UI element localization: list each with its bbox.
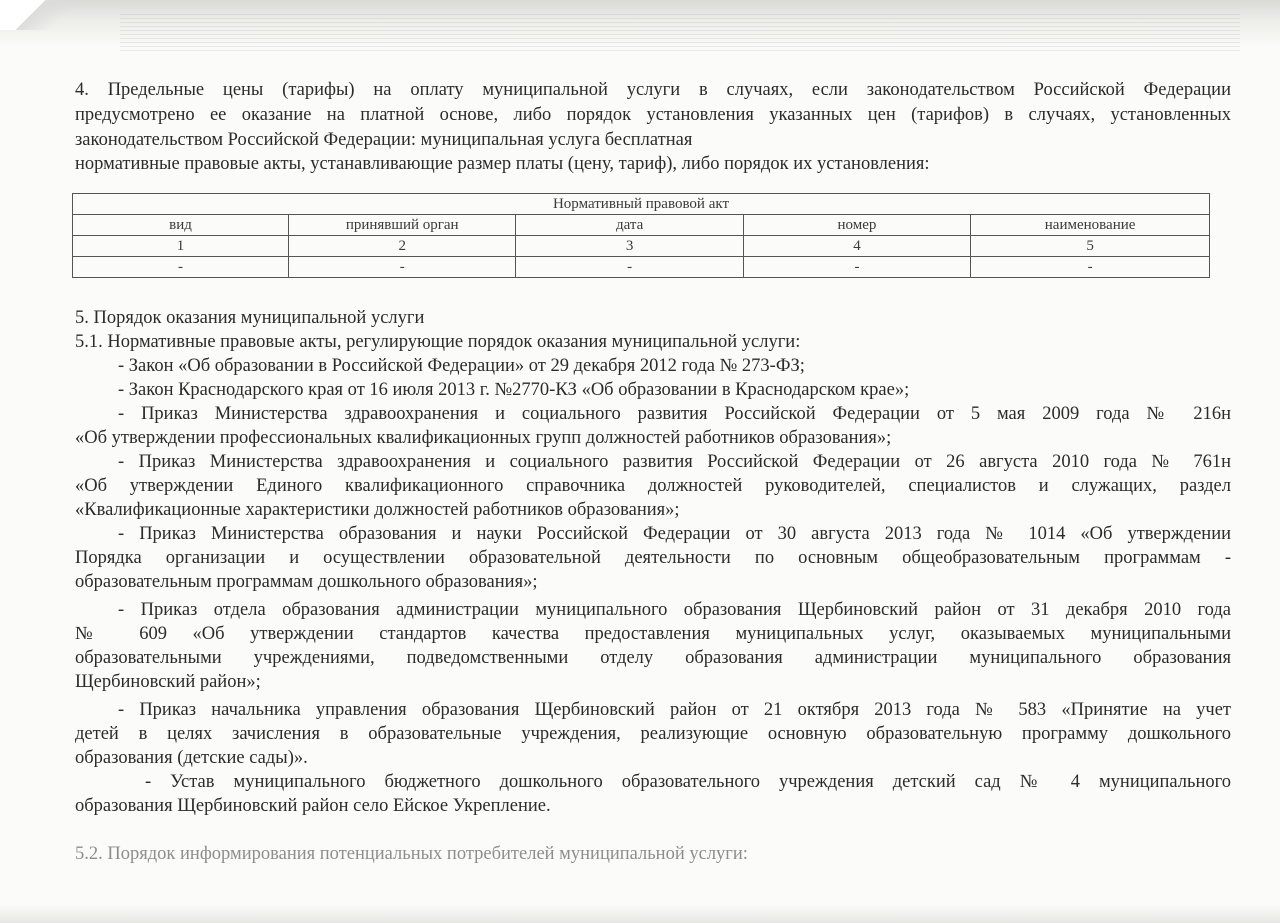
table-title-row <box>73 194 1210 215</box>
table-row <box>73 257 1210 278</box>
law-item-3: - Приказ Министерства здравоохранения и социального развития Российской Федерации от 5 мая 2009 года № 216н <box>118 404 1231 424</box>
law-item-5-cont: образовательным программам дошкольного образования»; <box>75 572 538 592</box>
section4-line2: предусмотрено ее оказание на платной основе, либо порядок установления указанных цен (тарифов) в случаях, установленных <box>75 105 1231 125</box>
law-item-4-cont: «Квалификационные характеристики должностей работников образования»; <box>75 500 680 520</box>
table-cell: - <box>743 257 970 278</box>
law-item-6-cont: образовательными учреждениями, подведомственными отделу образования администрации муниципального образования <box>75 648 1231 668</box>
table-cell: 4 <box>743 236 970 257</box>
law-item-8: - Устав муниципального бюджетного дошкольного образовательного учреждения детский сад № 4 муниципального <box>145 772 1231 792</box>
law-item-4-cont: «Об утверждении Единого квалификационного справочника должностей руководителей, специалистов и служащих, раздел <box>75 476 1231 496</box>
table-cell: 2 <box>289 236 516 257</box>
section4-line3: законодательством Российской Федерации: муниципальная услуга бесплатная <box>75 130 693 150</box>
law-item-6-cont: Щербиновский район»; <box>75 672 261 692</box>
law-item-1: - Закон «Об образовании в Российской Федерации» от 29 декабря 2012 года № 273-ФЗ; <box>118 356 805 376</box>
table-cell: - <box>73 257 289 278</box>
section4-line4: нормативные правовые акты, устанавливающие размер платы (цену, тариф), либо порядок их установления: <box>75 154 930 174</box>
normative-act-table <box>72 193 1210 278</box>
table-cell: - <box>516 257 743 278</box>
law-item-6-cont: № 609 «Об утверждении стандартов качества предоставления муниципальных услуг, оказываемых муниципальными <box>75 624 1231 644</box>
law-item-7: - Приказ начальника управления образования Щербиновский район от 21 октября 2013 года № 583 «Принятие на учет <box>118 700 1231 720</box>
table-header-cell: вид <box>73 215 289 236</box>
law-item-5: - Приказ Министерства образования и науки Российской Федерации от 30 августа 2013 года № 1014 «Об утверждении <box>118 524 1231 544</box>
section5-1-heading: 5.1. Нормативные правовые акты, регулирующие порядок оказания муниципальной услуги: <box>75 332 801 352</box>
law-item-4: - Приказ Министерства здравоохранения и социального развития Российской Федерации от 26 августа 2010 года № 761н <box>118 452 1231 472</box>
law-item-7-cont: детей в целях зачисления в образовательные учреждения, реализующие основную образовательную программу дошкольного <box>75 724 1231 744</box>
table-cell: 3 <box>516 236 743 257</box>
table-title: Нормативный правовой акт <box>73 194 1210 215</box>
table-header-cell: номер <box>743 215 970 236</box>
table-header-row <box>73 215 1210 236</box>
table-header-cell: дата <box>516 215 743 236</box>
law-item-2: - Закон Краснодарского края от 16 июля 2013 г. №2770-КЗ «Об образовании в Краснодарском крае»; <box>118 380 910 400</box>
law-item-6: - Приказ отдела образования администрации муниципального образования Щербиновский район от 31 декабря 2010 года <box>118 600 1231 620</box>
table-header-cell: наименование <box>971 215 1210 236</box>
law-item-8-cont: образования Щербиновский район село Ейское Укрепление. <box>75 796 551 816</box>
section5-heading: 5. Порядок оказания муниципальной услуги <box>75 308 425 328</box>
table-cell: 1 <box>73 236 289 257</box>
law-item-5-cont: Порядка организации и осуществлении образовательной деятельности по основным общеобразовательным программам - <box>75 548 1231 568</box>
table-cell: 5 <box>971 236 1210 257</box>
table-cell: - <box>289 257 516 278</box>
section4-line1: 4. Предельные цены (тарифы) на оплату муниципальной услуги в случаях, если законодательством Российской Федерации <box>75 80 1231 100</box>
table-header-cell: принявший орган <box>289 215 516 236</box>
law-item-7-cont: образования (детские сады)». <box>75 748 308 768</box>
section5-2-heading: 5.2. Порядок информирования потенциальных потребителей муниципальной услуги: <box>75 844 748 864</box>
table-number-row <box>73 236 1210 257</box>
table-cell: - <box>971 257 1210 278</box>
law-item-3-cont: «Об утверждении профессиональных квалификационных групп должностей работников образования»; <box>75 428 892 448</box>
